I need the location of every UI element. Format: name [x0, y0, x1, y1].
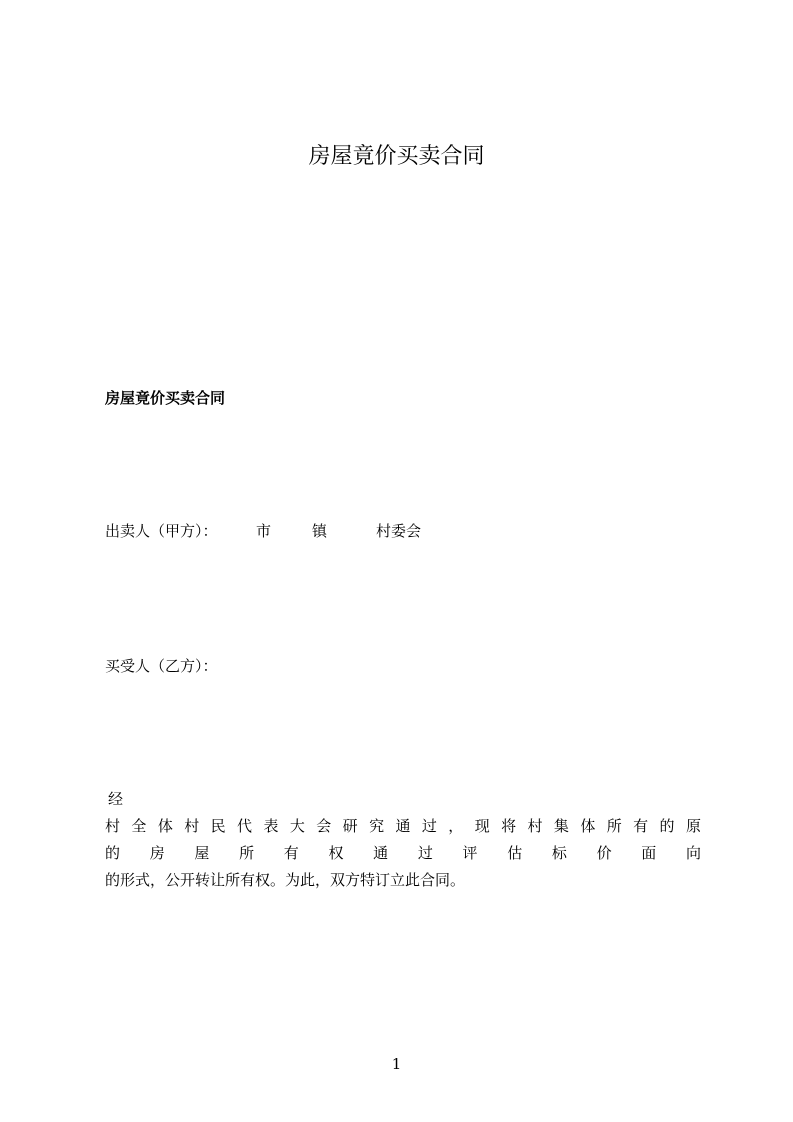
paragraph-char: 权 — [328, 844, 344, 862]
paragraph-char: 过 — [417, 844, 433, 862]
paragraph-char: 现 — [474, 817, 490, 835]
page-title: 房屋竟价买卖合同 — [308, 144, 485, 169]
buyer-line — [105, 656, 218, 676]
paragraph-char: 的 — [659, 817, 675, 835]
paragraph-char: 研 — [342, 817, 358, 835]
seller-village: 村委会 — [376, 522, 422, 540]
paragraph-char: 向 — [685, 844, 701, 862]
paragraph-char: 屋 — [194, 844, 210, 862]
paragraph-char: 通 — [395, 817, 411, 835]
paragraph-char: 究 — [369, 817, 385, 835]
paragraph-char: 全 — [131, 817, 147, 835]
buyer-label: 买受人（乙方）： — [105, 657, 218, 675]
paragraph-char: 村 — [105, 817, 121, 835]
document-subtitle: 房屋竟价买卖合同 — [105, 389, 226, 407]
seller-line — [105, 521, 422, 541]
paragraph-char: 估 — [507, 844, 523, 862]
paragraph-char: 原 — [685, 817, 701, 835]
paragraph-char: 会 — [316, 817, 332, 835]
paragraph-char: 面 — [641, 844, 657, 862]
paragraph-char: 过 — [421, 817, 437, 835]
paragraph-char: 评 — [462, 844, 478, 862]
paragraph-char: 所 — [606, 817, 622, 835]
paragraph-char: 所 — [239, 844, 255, 862]
seller-label: 出卖人（甲方）： — [105, 522, 218, 540]
paragraph-char: 表 — [263, 817, 279, 835]
paragraph-char: 村 — [527, 817, 543, 835]
paragraph-char: 大 — [289, 817, 305, 835]
paragraph-char: 的 — [105, 844, 121, 862]
paragraph-char: 村 — [184, 817, 200, 835]
seller-town: 镇 — [312, 522, 328, 540]
paragraph-char: 将 — [501, 817, 517, 835]
paragraph-char: ， — [448, 817, 464, 835]
paragraph-char: 标 — [551, 844, 567, 862]
page-number: 1 — [391, 1055, 402, 1073]
paragraph-char: 代 — [237, 817, 253, 835]
paragraph-line-2 — [105, 843, 701, 863]
paragraph-char: 体 — [580, 817, 596, 835]
paragraph-char: 体 — [157, 817, 173, 835]
paragraph-char: 有 — [283, 844, 299, 862]
paragraph-last-line: 的形式，公开转让所有权。为此，双方特订立此合同。 — [105, 871, 466, 889]
paragraph-char: 有 — [633, 817, 649, 835]
seller-city: 市 — [256, 522, 272, 540]
paragraph-char: 民 — [210, 817, 226, 835]
paragraph-first-line: 经 — [108, 790, 124, 808]
paragraph-line-1 — [105, 816, 701, 836]
paragraph-char: 通 — [373, 844, 389, 862]
paragraph-char: 价 — [596, 844, 612, 862]
paragraph-char: 房 — [149, 844, 165, 862]
paragraph-char: 集 — [553, 817, 569, 835]
